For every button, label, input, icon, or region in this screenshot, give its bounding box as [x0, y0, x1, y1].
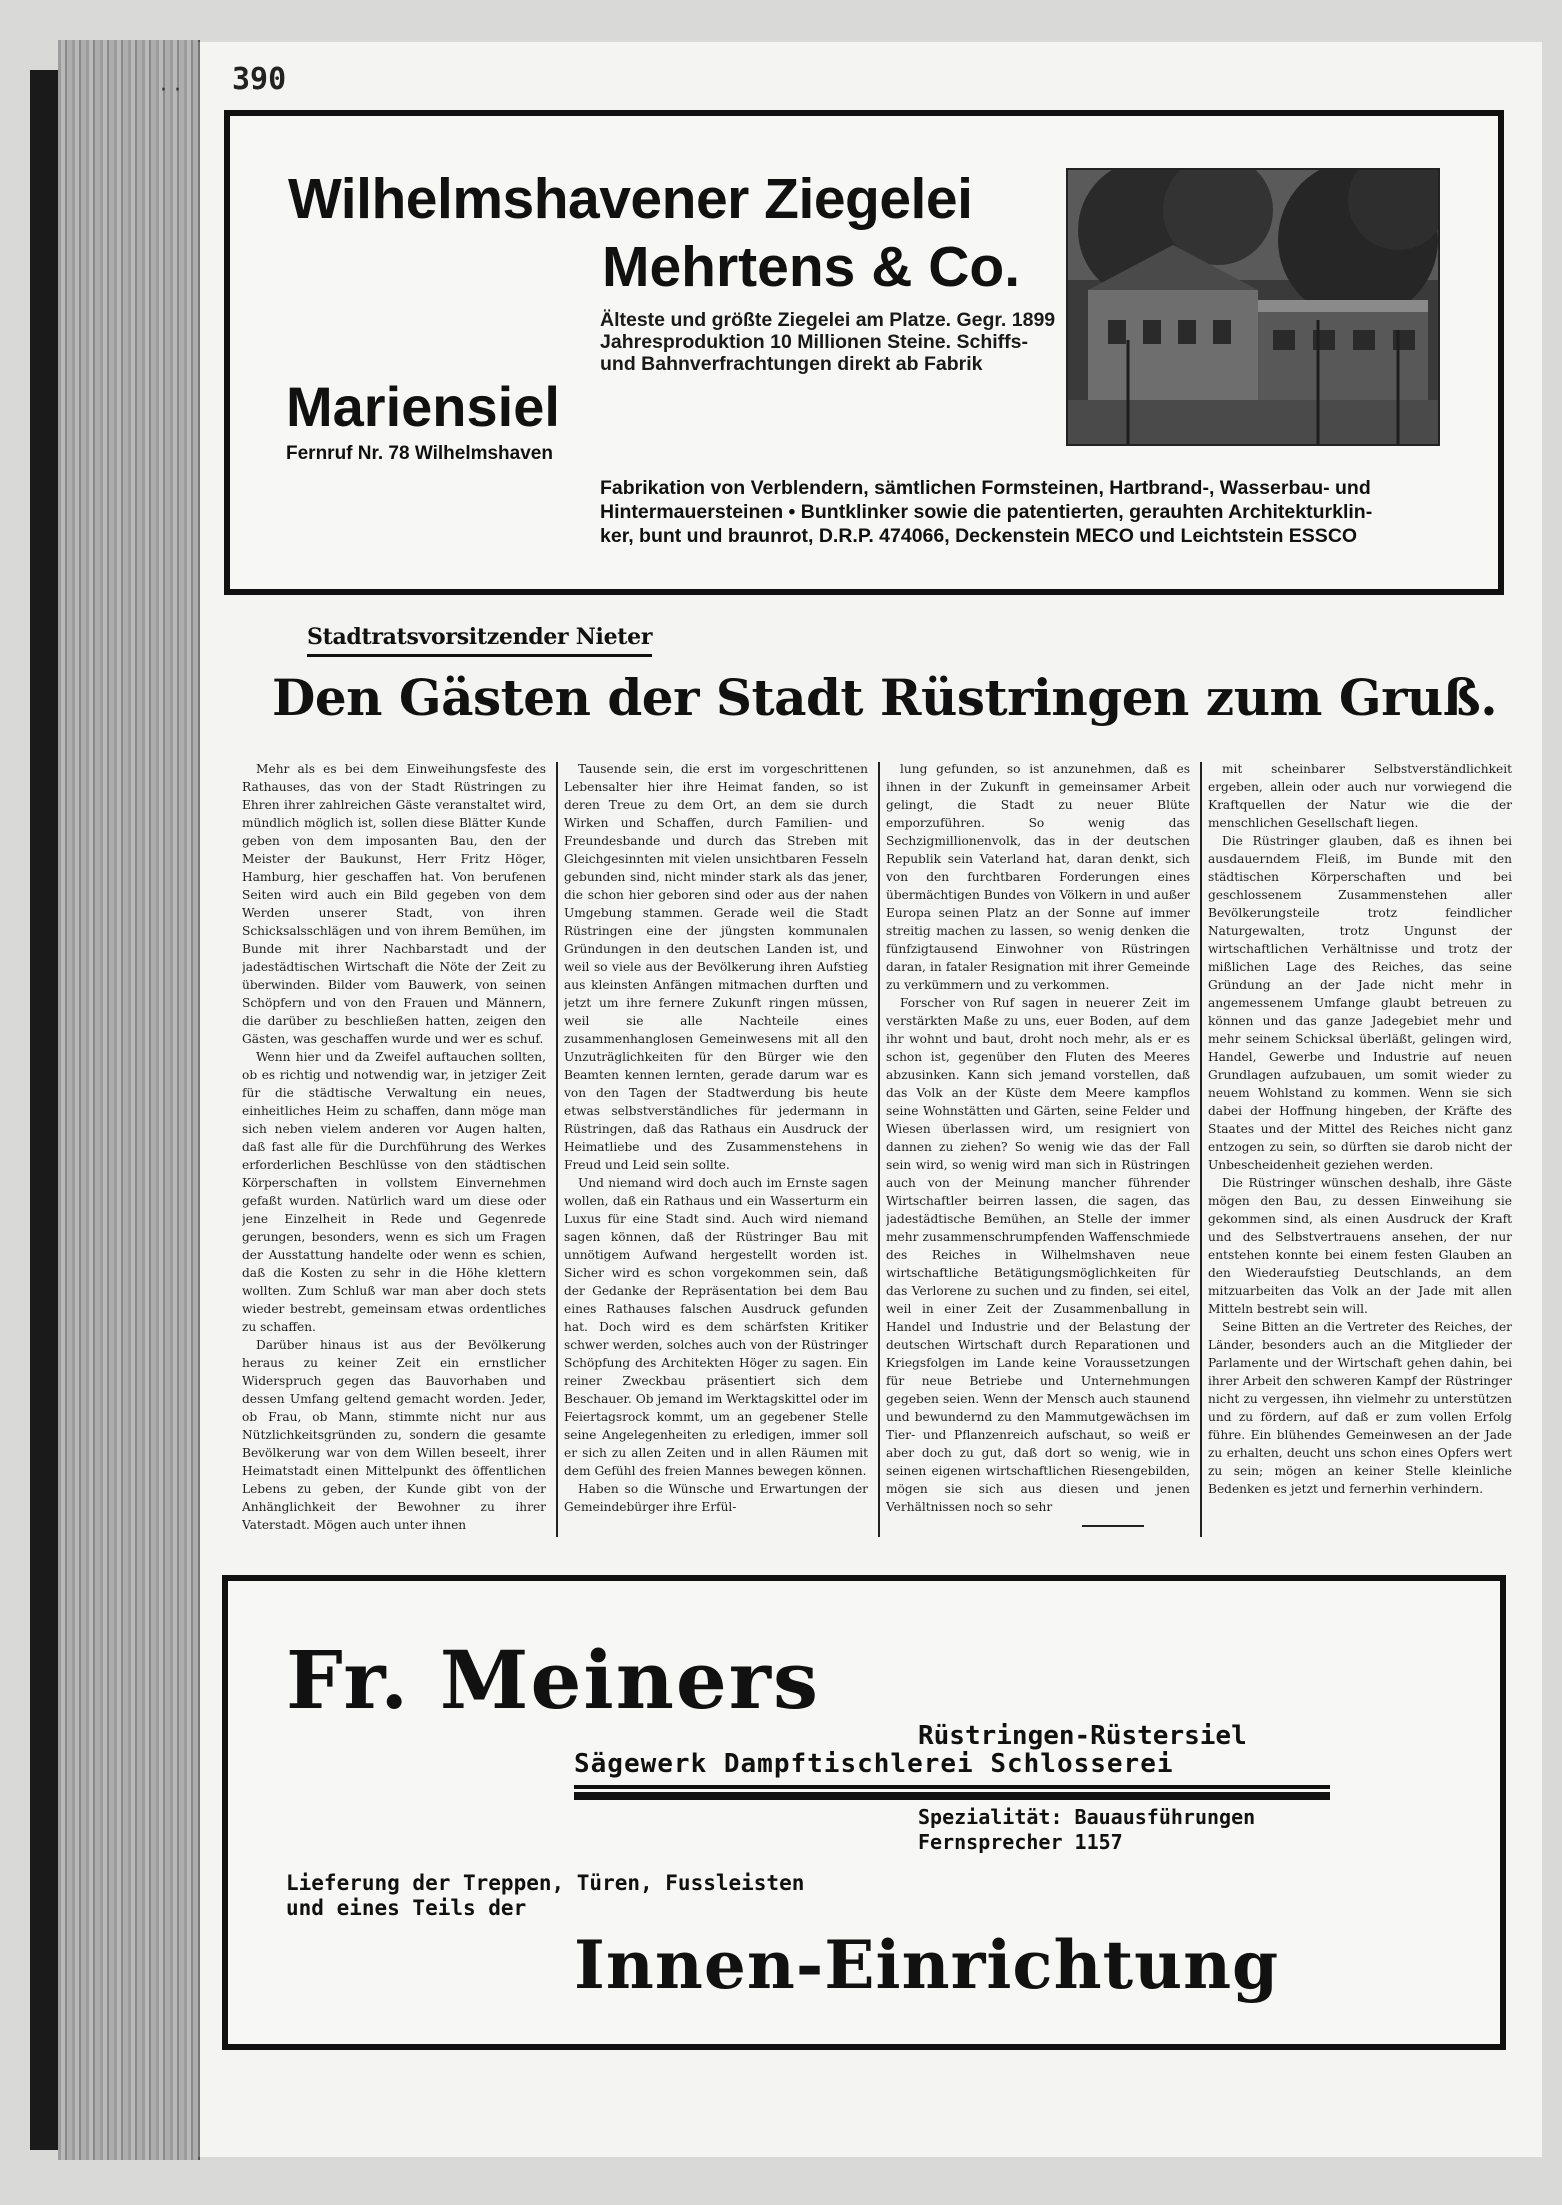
article-paragraph: Die Rüstringer glauben, daß es ihnen bei ausdauerndem Fleiß, im Bunde mit den städtischen Körperschaften und bei geschlossenem Zusammenstehen aller Bevölkerungsteile trotz feindlicher Naturgewalten, trotz Ungunst der wirtschaftlichen Verhältnisse und trotz der mißlichen Lage des Reiches, das seine Gründung an der Jade nicht mehr in angemessenem Umfange glaubt betreuen zu können und das ganze Jadegebiet mehr und mehr seinem Schicksal überläßt, gelingen wird, Handel, Gewerbe und Industrie auf neuen Grundlagen aufzubauen, um somit wieder zu neuem Wohlstand zu kommen. Wenn sie sich dabei der Hoffnung hingeben, der Kräfte des Staates und der Mittel des Reiches nicht ganz entzogen zu sein, so dürften sie darob nicht der Unbescheidenheit geziehen werden. — [1208, 834, 1512, 1172]
ad2-trades: Sägewerk Dampftischlerei Schlosserei — [574, 1749, 1174, 1779]
column-rule — [556, 762, 558, 1537]
article-column-3 — [886, 760, 1190, 1540]
article-kicker: Stadtratsvorsitzender Nieter — [307, 624, 652, 657]
article-column-1 — [242, 760, 546, 1540]
meiners-advertisement — [222, 1575, 1506, 2050]
ad-company-name: Wilhelmshavener Ziegelei — [288, 167, 973, 231]
fact-line: und Bahnverfrachtungen direkt ab Fabrik — [600, 353, 983, 375]
book-spine — [58, 40, 200, 2160]
ad2-interior: Innen-Einrichtung — [574, 1926, 1280, 2004]
article-headline: Den Gästen der Stadt Rüstringen zum Gruß. — [272, 668, 1498, 727]
delivery-line: und eines Teils der — [286, 1896, 527, 1920]
article-end-mark — [1082, 1525, 1144, 1527]
products-line: ker, bunt und braunrot, D.R.P. 474066, Deckenstein MECO und Leichtstein ESSCO — [600, 525, 1358, 547]
ad-company-name-2: Mehrtens & Co. — [602, 235, 1021, 299]
page-marks: · · — [160, 78, 181, 103]
products-line: Hintermauersteinen • Buntklinker sowie die patentierten, gerauhten Architekturklin- — [600, 501, 1373, 523]
fact-line: Jahresproduktion 10 Millionen Steine. Schiffs- — [600, 331, 1028, 353]
article-paragraph: Wenn hier und da Zweifel auftauchen sollten, ob es richtig und notwendig war, in jetziger Zeit für die städtische Verwaltung ein neues, einheitliches Heim zu schaffen, dann möge man sich neben vielem anderen vor Augen halten, daß fast alle für die Durchführung des Werkes erforderlichen Beschlüsse von den städtischen Körperschaften in vollstem Einvernehmen gefaßt wurden. Natürlich ward um diese oder jene Einzelheit in Rede und Gegenrede gerungen, besonders, wenn es sich um Fragen der Ausstattung handelte oder wenn es schien, daß die Kosten zu sehr in die Höhe klettern wollten. Zum Schluß war man aber doch stets wieder bestrebt, gemeinsam etwas ordentliches zu schaffen. — [242, 1050, 546, 1334]
article-paragraph: Darüber hinaus ist aus der Bevölkerung heraus zu keiner Zeit ein ernstlicher Widerspruch gegen das Bauvorhaben und dessen Umfang geltend gemacht worden. Jeder, ob Frau, ob Mann, stimmte nicht nur aus Nützlichkeitsgründen zu, sondern die gesamte Bevölkerung war von dem Willen beseelt, ihrer Heimatstadt einen Mittelpunkt des öffentlichen Lebens zu geben, der Kunde gibt von der Anhänglichkeit der Bewohner zu ihrer Vaterstadt. Mögen auch unter ihnen — [242, 1338, 546, 1532]
article-paragraph: Mehr als es bei dem Einweihungsfeste des Rathauses, das von der Stadt Rüstringen zu Ehren ihrer zahlreichen Gäste veranstaltet wird, mündlich möglich ist, sollen diese Blätter Kunde geben von dem imposanten Bau, den der Meister der Baukunst, Herr Fritz Höger, Hamburg, hier geschaffen hat. Von berufenen Seiten wird auch ein Bild gegeben von dem Werden unserer Stadt, von ihren Schicksalsschlägen und von ihrem Bemühen, im Bunde mit ihrer Nachbarstadt und der jadestädtischen Wirtschaft die Nöte der Zeit zu überwinden. Bilder vom Bauwerk, von seinen Schöpfern und von den Frauen und Männern, die darüber zu beschließen hatten, zeigen den Gästen, was geschaffen wurde und wer es schuf. — [242, 762, 546, 1046]
ad2-phone: Fernsprecher 1157 — [918, 1830, 1123, 1854]
products-line: Fabrikation von Verblendern, sämtlichen Formsteinen, Hartbrand-, Wasserbau- und — [600, 477, 1371, 499]
delivery-line: Lieferung der Treppen, Türen, Fussleisten — [286, 1871, 805, 1895]
specialty-line: Spezialität: Bauausführungen — [918, 1805, 1256, 1829]
column-rule — [878, 762, 880, 1537]
page-number: 390 — [232, 62, 287, 97]
ad-company-facts — [600, 309, 1080, 375]
ziegelei-advertisement — [224, 110, 1504, 595]
article-paragraph: lung gefunden, so ist anzunehmen, daß es ihnen in der Zukunft in gemeinsamer Arbeit gelingt, die Stadt zu neuer Blüte emporzuführen. So wenig das Sechzigmillionenvolk, das in der deutschen Republik sein Vaterland hat, daran denkt, sich von den furchtbaren Forderungen eines übermächtigen Bundes von Völkern in und außer Europa seinen Platz an der Sonne auf immer streitig machen zu lassen, so wenig denken die fünfzigtausend Einwohner von Rüstringen daran, in fataler Resignation mit ihrer Gemeinde zu verkümmern und zu verkommen. — [886, 762, 1190, 992]
ad2-rule — [574, 1785, 1330, 1789]
ad2-delivery — [286, 1871, 804, 1921]
article-column-2 — [564, 760, 868, 1540]
ad2-location: Rüstringen-Rüstersiel — [918, 1721, 1247, 1751]
factory-photo-graphic — [1068, 170, 1438, 444]
ad2-specialty — [918, 1805, 1255, 1855]
ad-phone: Fernruf Nr. 78 Wilhelmshaven — [286, 443, 553, 464]
ad2-rule-thick — [574, 1792, 1330, 1800]
article-paragraph: Tausende sein, die erst im vorgeschrittenen Lebensalter hier ihre Heimat fanden, so ist deren Treue zu dem Ort, an dem sie durch Wirken und Schaffen, durch Familien- und Freundesbande und durch das Streben mit Gleichgesinnten mit vielen unsichtbaren Fesseln gebunden sind, nicht minder stark als das jener, die schon hier geboren sind oder aus der nahen Umgebung stammen. Gerade weil die Stadt Rüstringen eine der jüngsten kommunalen Gründungen in den deutschen Landen ist, und weil so viele aus der Bevölkerung ihren Aufstieg aus kleinsten Anfängen mitmachen durften und jetzt um ihre fernere Zukunft ringen müssen, weil sie alle Nachteile eines zusammenhanglosen Gemeinwesens mit all den Unzuträglichkeiten für den Bürger wie den Beamten kennen lernten, gerade darum war es von den Tagen der Stadtwerdung bis heute etwas selbstverständliches für jedermann in Rüstringen, daß das Rathaus ein Ausdruck der Heimatliebe und des Zusammenstehens in Freud und Leid sein sollte. — [564, 762, 868, 1172]
factory-photo-icon — [1066, 168, 1440, 446]
ad-products — [600, 476, 1460, 548]
article-paragraph: Und niemand wird doch auch im Ernste sagen wollen, daß ein Rathaus und ein Wasserturm ein Luxus für eine Stadt sind. Auch wird niemand sagen können, daß der Rüstringer Bau mit unnötigem Aufwand hergestellt worden ist. Sicher wird es schon vorgekommen sein, daß der Gedanke der Repräsentation bei dem Bau eines Rathauses falschen Ausdruck gefunden hat. Doch wird es dem schärfsten Kritiker schwer werden, solches auch von der Rüstringer Schöpfung des Architekten Höger zu sagen. Ein reiner Zweckbau präsentiert sich dem Beschauer. Ob jemand im Werktagskittel oder im Feiertagsrock kommt, um an gegebener Stelle seine Angelegenheiten zu erledigen, immer soll er sich zu allen Zeiten und in allen Räumen mit dem Gefühl des freien Mannes bewegen können. — [564, 1176, 868, 1478]
fact-line: Älteste und größte Ziegelei am Platze. Gegr. 1899 — [600, 309, 1056, 331]
article-paragraph: Forscher von Ruf sagen in neuerer Zeit im verstärkten Maße zu uns, euer Boden, auf dem ihr wohnt und baut, droht noch mehr, als er es schon ist, gegenüber den Fluten des Meeres abzusinken. Kann sich jemand vorstellen, daß das Volk an der Küste dem Meere kampflos seine Wohnstätten und Gärten, seine Felder und Wiesen überlassen wird, um resigniert von dannen zu ziehen? So wenig wie das der Fall sein wird, so wenig wird man sich in Rüstringen auch von der Meinung mancher führender Wirtschaftler beirren lassen, die sagen, das jadestädtische Bemühen, an Stelle der immer mehr zusammenschrumpfenden Waffenschmiede des Reiches in Wilhelmshaven neue wirtschaftliche Betätigungsmöglichkeiten für das Verlorene zu suchen und zu finden, sei eitel, weil in einer Zeit der Zusammenballung in Handel und Industrie und der Belastung der deutschen Wirtschaft durch Reparationen und Kriegsfolgen im Lande keine Voraussetzungen für neue Betriebe und Unternehmungen gegeben seien. Wenn der Mensch auch staunend und bewundernd zu den Mammutgewächsen im Tier- und Pflanzenreich aufschaut, so weiß er aber doch zu gut, daß dort so wenig, wie in seinen eigenen wirtschaftlichen Riesengebilden, mögen sie sich aus diesen und jenen Verhältnissen noch so sehr — [886, 996, 1190, 1514]
article-columns — [242, 760, 1512, 1540]
article-paragraph: Die Rüstringer wünschen deshalb, ihre Gäste mögen den Bau, zu dessen Einweihung sie gekommen sind, als einen Ausdruck der Kraft und des Selbstvertrauens ansehen, der nur entstehen konnte bei einem festen Glauben an den Wiederaufstieg Deutschlands, an dem mitzuarbeiten das Volk an der Jade mit allen Mitteln bestrebt sein will. — [1208, 1176, 1512, 1316]
article-column-4 — [1208, 760, 1512, 1540]
article-paragraph: Haben so die Wünsche und Erwartungen der Gemeindebürger ihre Erfül- — [564, 1482, 868, 1514]
column-rule — [1200, 762, 1202, 1537]
ad2-company-name: Fr. Meiners — [286, 1633, 820, 1727]
book-binding-edge — [30, 70, 60, 2150]
article-paragraph: mit scheinbarer Selbstverständlichkeit ergeben, allein oder auch nur vorwiegend die Kraftquellen der Natur wie die der menschlichen Gesellschaft liegen. — [1208, 762, 1512, 830]
article-paragraph: Seine Bitten an die Vertreter des Reiches, der Länder, besonders auch an die Mitglieder der Parlamente und der Wirtschaft gehen dahin, bei ihrer Arbeit den schweren Kampf der Rüstringer nicht zu vergessen, ihn vielmehr zu unterstützen und zu fördern, auf daß er zum vollen Erfolg führe. Ein blühendes Gemeinwesen an der Jade zu erhalten, deucht uns schon eines Opfers wert zu sein; mögen an keiner Stelle kleinliche Bedenken es jetzt und fernerhin verhindern. — [1208, 1320, 1512, 1496]
ad-place-name: Mariensiel — [286, 375, 560, 438]
